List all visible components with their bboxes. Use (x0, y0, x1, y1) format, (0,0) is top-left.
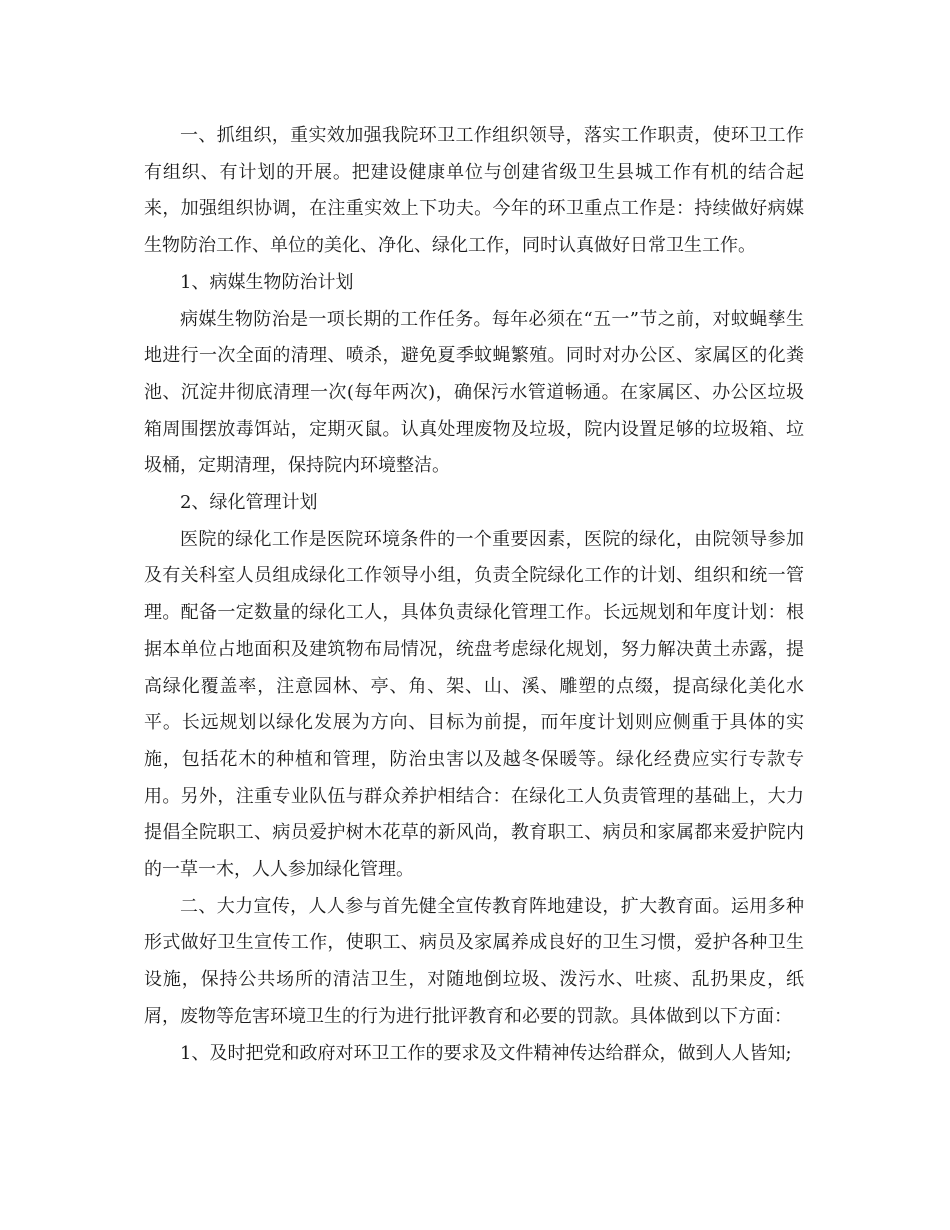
heading-greening-plan: 2、绿化管理计划 (180, 492, 318, 514)
paragraph-item-1: 1、及时把党和政府对环卫工作的要求及文件精神传达给群众，做到人人皆知; (180, 1042, 792, 1064)
paragraph-greening-plan: 医院的绿化工作是医院环境条件的一个重要因素，医院的绿化，由院领导参加及有关科室人员组成绿化工作领导小组，负责全院绿化工作的计划、组织和统一管理。配备一定数量的绿化工人，具体负责绿化管理工作。长远规划和年度计划：根据本单位占地面积及建筑物布局情况，统盘考虑绿化规划，努力解决黄土赤露，提高绿化覆盖率，注意园林、亭、角、架、山、溪、雕塑的点缀，提高绿化美化水平。长远规划以绿化发展为方向、目标为前提，而年度计划则应侧重于具体的实施，包括花木的种植和管理，防治虫害以及越冬保暖等。绿化经费应实行专款专用。另外，注重专业队伍与群众养护相结合：在绿化工人负责管理的基础上，大力提倡全院职工、病员爱护树木花草的新风尚，教育职工、病员和家属都来爱护院内的一草一木，人人参加绿化管理。 (144, 528, 804, 881)
document-body (144, 118, 804, 1072)
paragraph-publicity: 二、大力宣传，人人参与首先健全宣传教育阵地建设，扩大教育面。运用多种形式做好卫生宣传工作，使职工、病员及家属养成良好的卫生习惯，爱护各种卫生设施，保持公共场所的清洁卫生，对随地倒垃圾、泼污水、吐痰、乱扔果皮，纸屑，废物等危害环境卫生的行为进行批评教育和必要的罚款。具体做到以下方面： (144, 895, 804, 1027)
paragraph-organization: 一、抓组织，重实效加强我院环卫工作组织领导，落实工作职责，使环卫工作有组织、有计划的开展。把建设健康单位与创建省级卫生县城工作有机的结合起来，加强组织协调，在注重实效上下功夫。今年的环卫重点工作是：持续做好病媒生物防治工作、单位的美化、净化、绿化工作，同时认真做好日常卫生工作。 (144, 125, 804, 257)
paragraph-vector-control: 病媒生物防治是一项长期的工作任务。每年必须在“五一”节之前，对蚊蝇孳生地进行一次全面的清理、喷杀，避免夏季蚊蝇繁殖。同时对办公区、家属区的化粪池、沉淀井彻底清理一次(每年两次)，确保污水管道畅通。在家属区、办公区垃圾箱周围摆放毒饵站，定期灭鼠。认真处理废物及垃圾，院内设置足够的垃圾箱、垃圾桶，定期清理，保持院内环境整洁。 (144, 308, 804, 477)
heading-vector-control: 1、病媒生物防治计划 (180, 271, 354, 293)
